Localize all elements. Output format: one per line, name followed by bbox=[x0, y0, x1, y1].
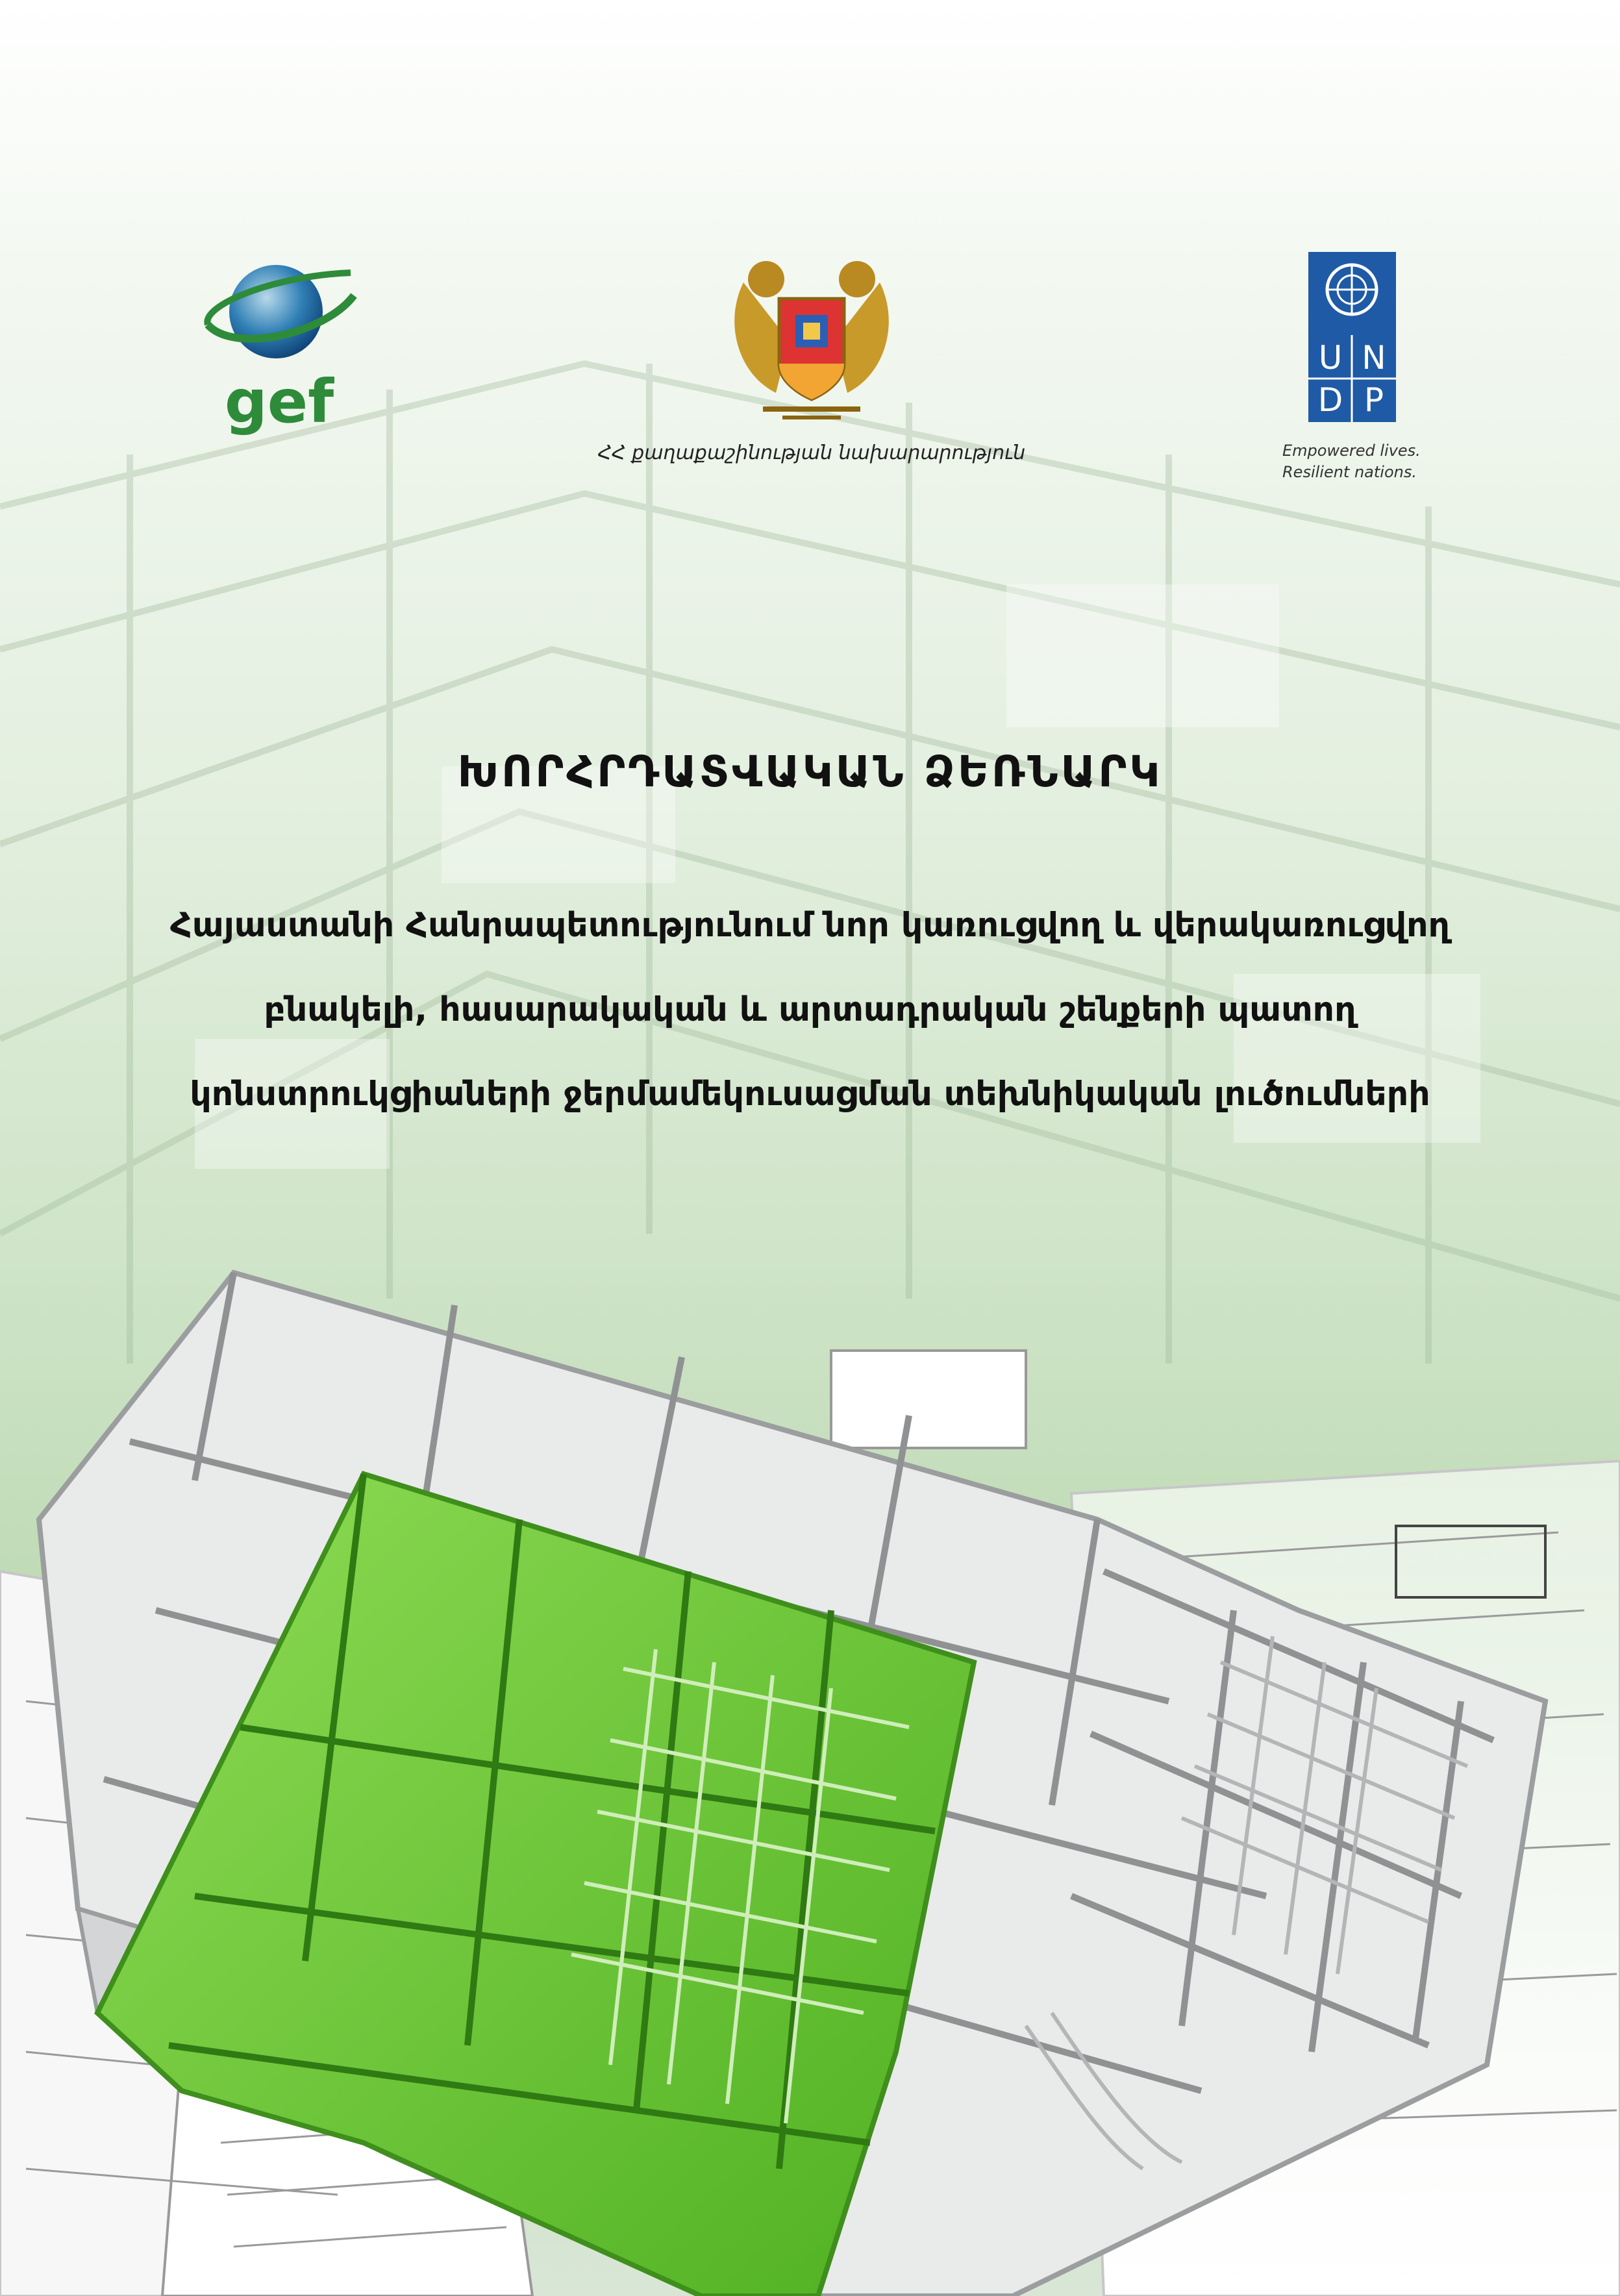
coat-of-arms-emblem bbox=[717, 243, 906, 429]
gef-logo bbox=[195, 256, 364, 438]
subtitle-line-1: Հայաստանի Հանրապետությունում նոր կառուցվող և վերակառուցվող bbox=[170, 906, 1450, 945]
document-title: ԽՈՐՀՐԴԱՏՎԱԿԱՆ ՁԵՌՆԱՐԿ bbox=[457, 747, 1163, 797]
building-floorplan-illustration bbox=[0, 1247, 1620, 2296]
undp-letter-p: P bbox=[1364, 381, 1384, 419]
subtitle-line-3: կոնստրուկցիաների ջերմամեկուսացման տեխնիկական լուծումների bbox=[190, 1075, 1430, 1114]
undp-tagline-line-2: Resilient nations. bbox=[1282, 463, 1417, 481]
undp-logo bbox=[1308, 252, 1396, 422]
undp-letter-n: N bbox=[1362, 339, 1386, 377]
subtitle-line-2: բնակելի, հասարակական և արտադրական շենքերի պատող bbox=[264, 990, 1356, 1029]
document-subtitle bbox=[91, 903, 1529, 1156]
gef-logo-text: gef bbox=[224, 367, 334, 436]
undp-tagline bbox=[1282, 440, 1432, 483]
undp-tagline-line-1: Empowered lives. bbox=[1282, 442, 1421, 460]
undp-letter-d: D bbox=[1317, 381, 1343, 419]
undp-letter-u: U bbox=[1318, 339, 1343, 377]
ministry-caption: ՀՀ քաղաքաշինության նախարարություն bbox=[597, 442, 1026, 464]
